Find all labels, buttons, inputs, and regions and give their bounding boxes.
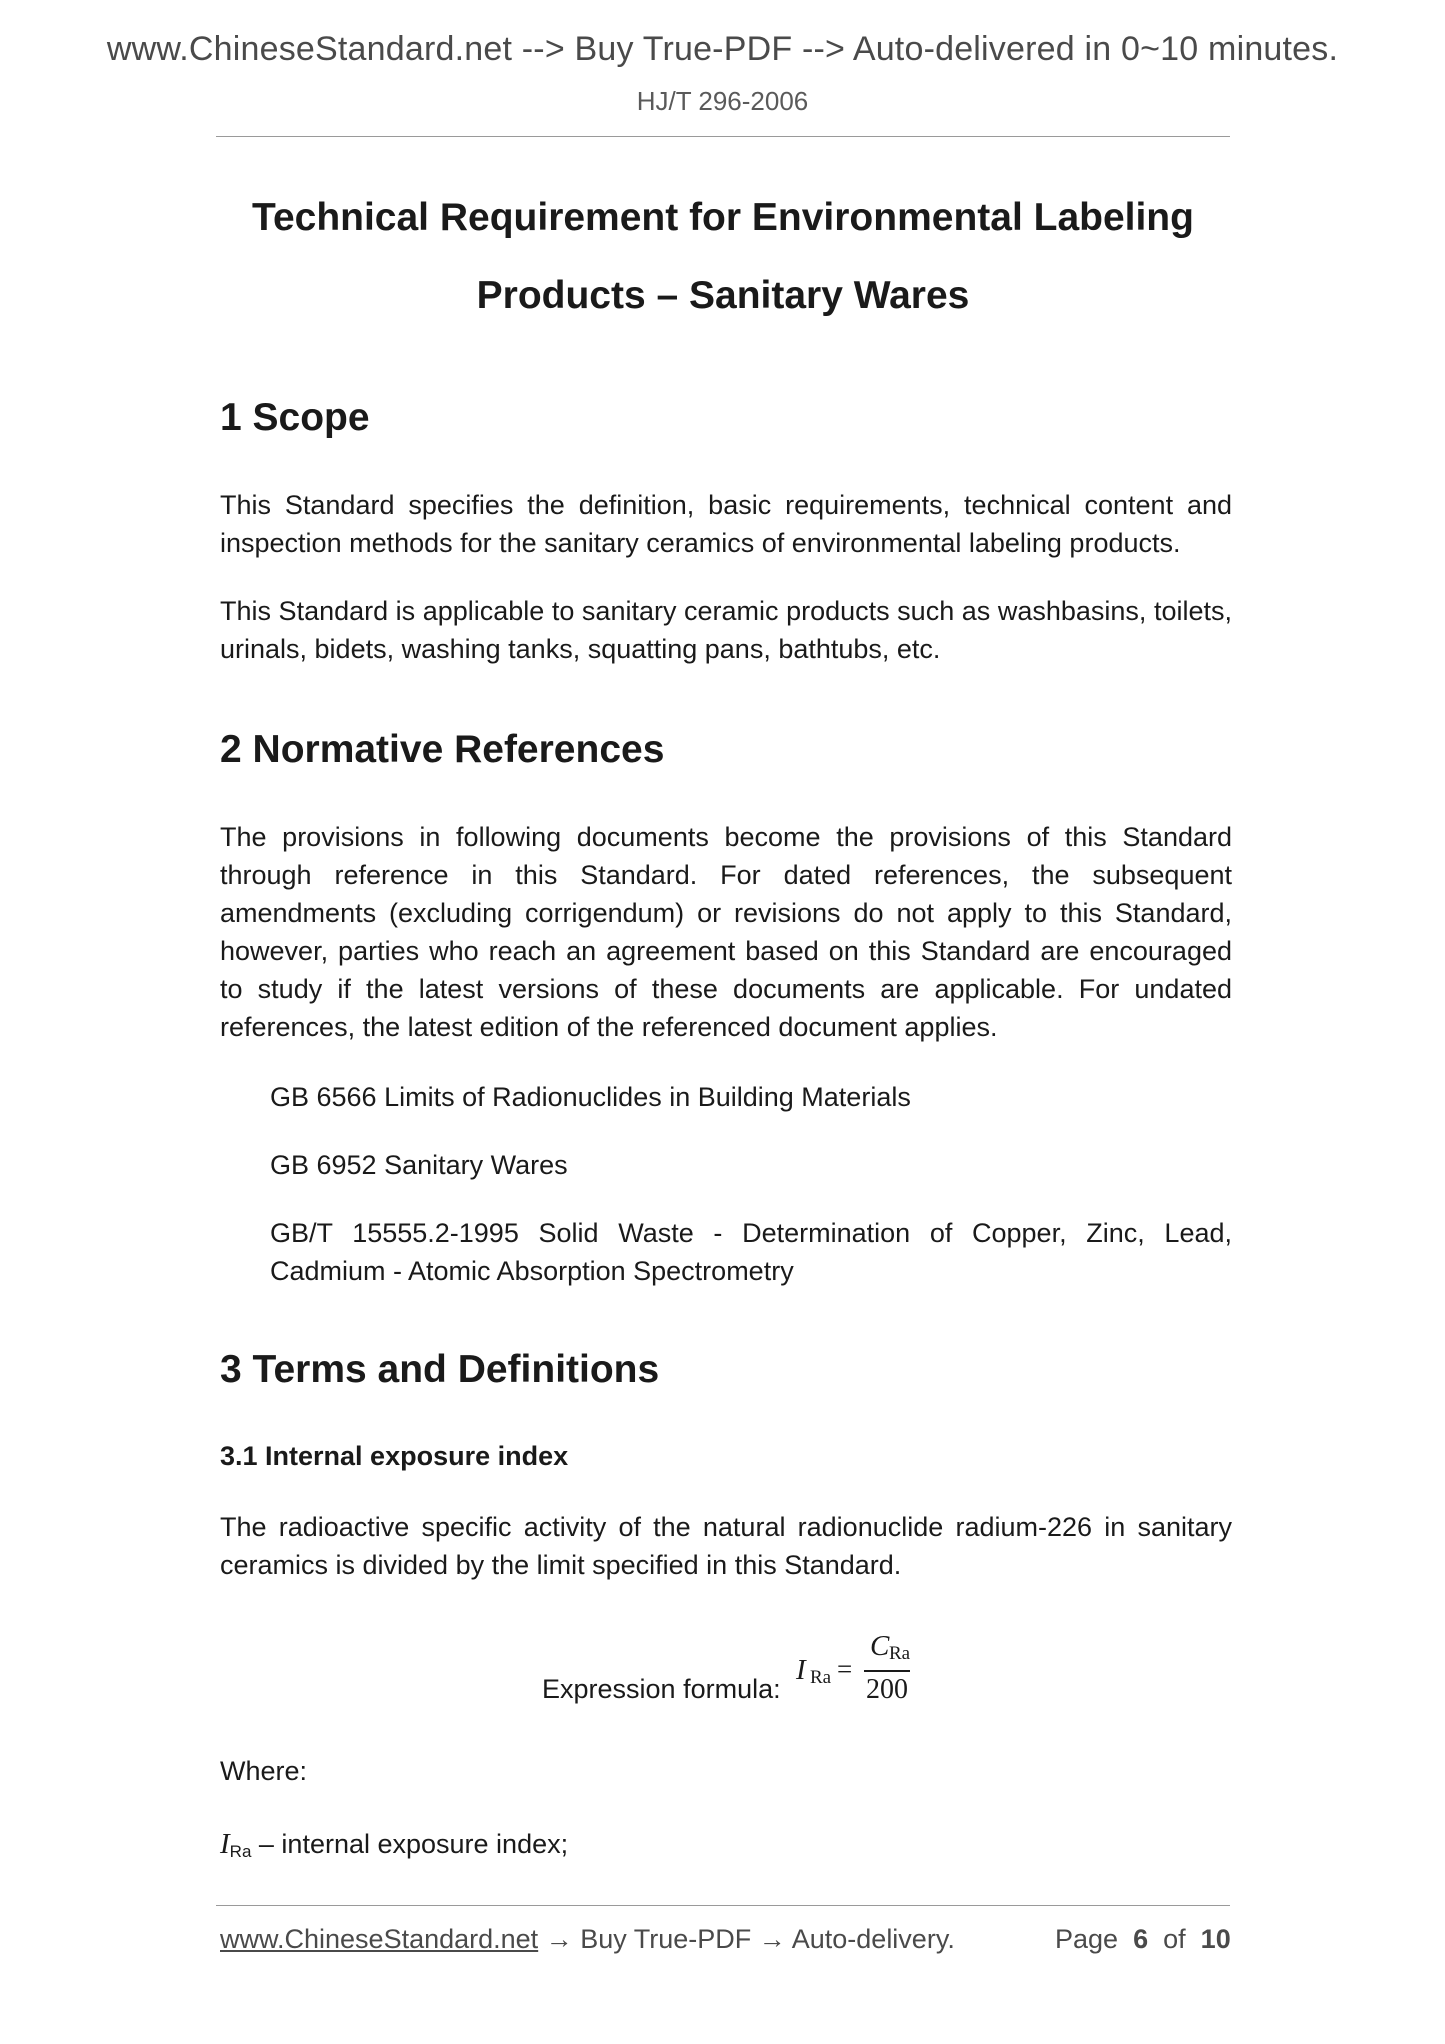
page-word: Page [1055, 1924, 1119, 1954]
subsection-heading-internal-exposure-index: 3.1 Internal exposure index [220, 1441, 569, 1471]
section-heading-normative-references: 2 Normative References [220, 728, 665, 771]
definition-text: – internal exposure index; [251, 1829, 569, 1859]
page-indicator [1055, 1924, 1231, 1955]
footer-website-link[interactable]: www.ChineseStandard.net [220, 1924, 539, 1954]
definition-symbol: I [220, 1828, 230, 1860]
formula-lhs-subscript: Ra [810, 1667, 832, 1688]
footer-tagline: → Buy True-PDF → Auto-delivery. [538, 1924, 955, 1954]
reference-item: GB 6566 Limits of Radionuclides in Building Materials [270, 1082, 911, 1112]
standard-code: HJ/T 296-2006 [636, 86, 809, 116]
reference-item: GB 6952 Sanitary Wares [270, 1150, 568, 1180]
where-label: Where: [220, 1756, 308, 1786]
formula-numerator-symbol: C [870, 1630, 890, 1662]
formula [796, 1630, 926, 1710]
definition-subscript: Ra [229, 1842, 252, 1861]
footer-divider [216, 1905, 1230, 1906]
formula-lhs-symbol: I [796, 1654, 806, 1686]
of-word: of [1163, 1924, 1186, 1954]
reference-item: GB/T 15555.2-1995 Solid Waste - Determination of Copper, Zinc, Lead, Cadmium - Atomic Absorption Spectrometry [270, 1218, 1232, 1286]
formula-label: Expression formula: [542, 1674, 781, 1704]
section-heading-scope: 1 Scope [220, 396, 370, 439]
header-divider [216, 136, 1230, 137]
normative-paragraph: The provisions in following documents become the provisions of this Standard through reference in this Standard. For dated references, the subsequent amendments (excluding corrigendum) or revisions do not apply to this Standard, however, parties who reach an agreement based on this Standard are encouraged to study if the latest versions of these documents are applicable. For undated references, the latest edition of the referenced document applies. [220, 822, 1232, 1042]
total-pages: 10 [1200, 1924, 1231, 1954]
scope-paragraph-2: This Standard is applicable to sanitary ceramic products such as washbasins, toilets, urinals, bidets, washing tanks, squatting pans, bathtubs, etc. [220, 596, 1232, 664]
scope-paragraph-1: This Standard specifies the definition, basic requirements, technical content and inspection methods for the sanitary ceramics of environmental labeling products. [220, 490, 1232, 558]
page-title-line-1: Technical Requirement for Environmental Labeling [252, 196, 1194, 239]
formula-denominator: 200 [866, 1674, 908, 1705]
formula-equals: = [837, 1654, 853, 1684]
footer-left [220, 1924, 955, 1955]
header-banner: www.ChineseStandard.net --> Buy True-PDF --> Auto-delivered in 0~10 minutes. [106, 30, 1339, 68]
fraction-bar [864, 1670, 910, 1672]
formula-numerator-subscript: Ra [889, 1643, 911, 1664]
definition-line [220, 1828, 568, 1862]
section-heading-terms-and-definitions: 3 Terms and Definitions [220, 1348, 660, 1391]
terms-paragraph: The radioactive specific activity of the natural radionuclide radium-226 in sanitary ceramics is divided by the limit specified in this Standard. [220, 1512, 1232, 1580]
page-title-line-2: Products – Sanitary Wares [476, 274, 970, 317]
page-number: 6 [1133, 1924, 1149, 1954]
